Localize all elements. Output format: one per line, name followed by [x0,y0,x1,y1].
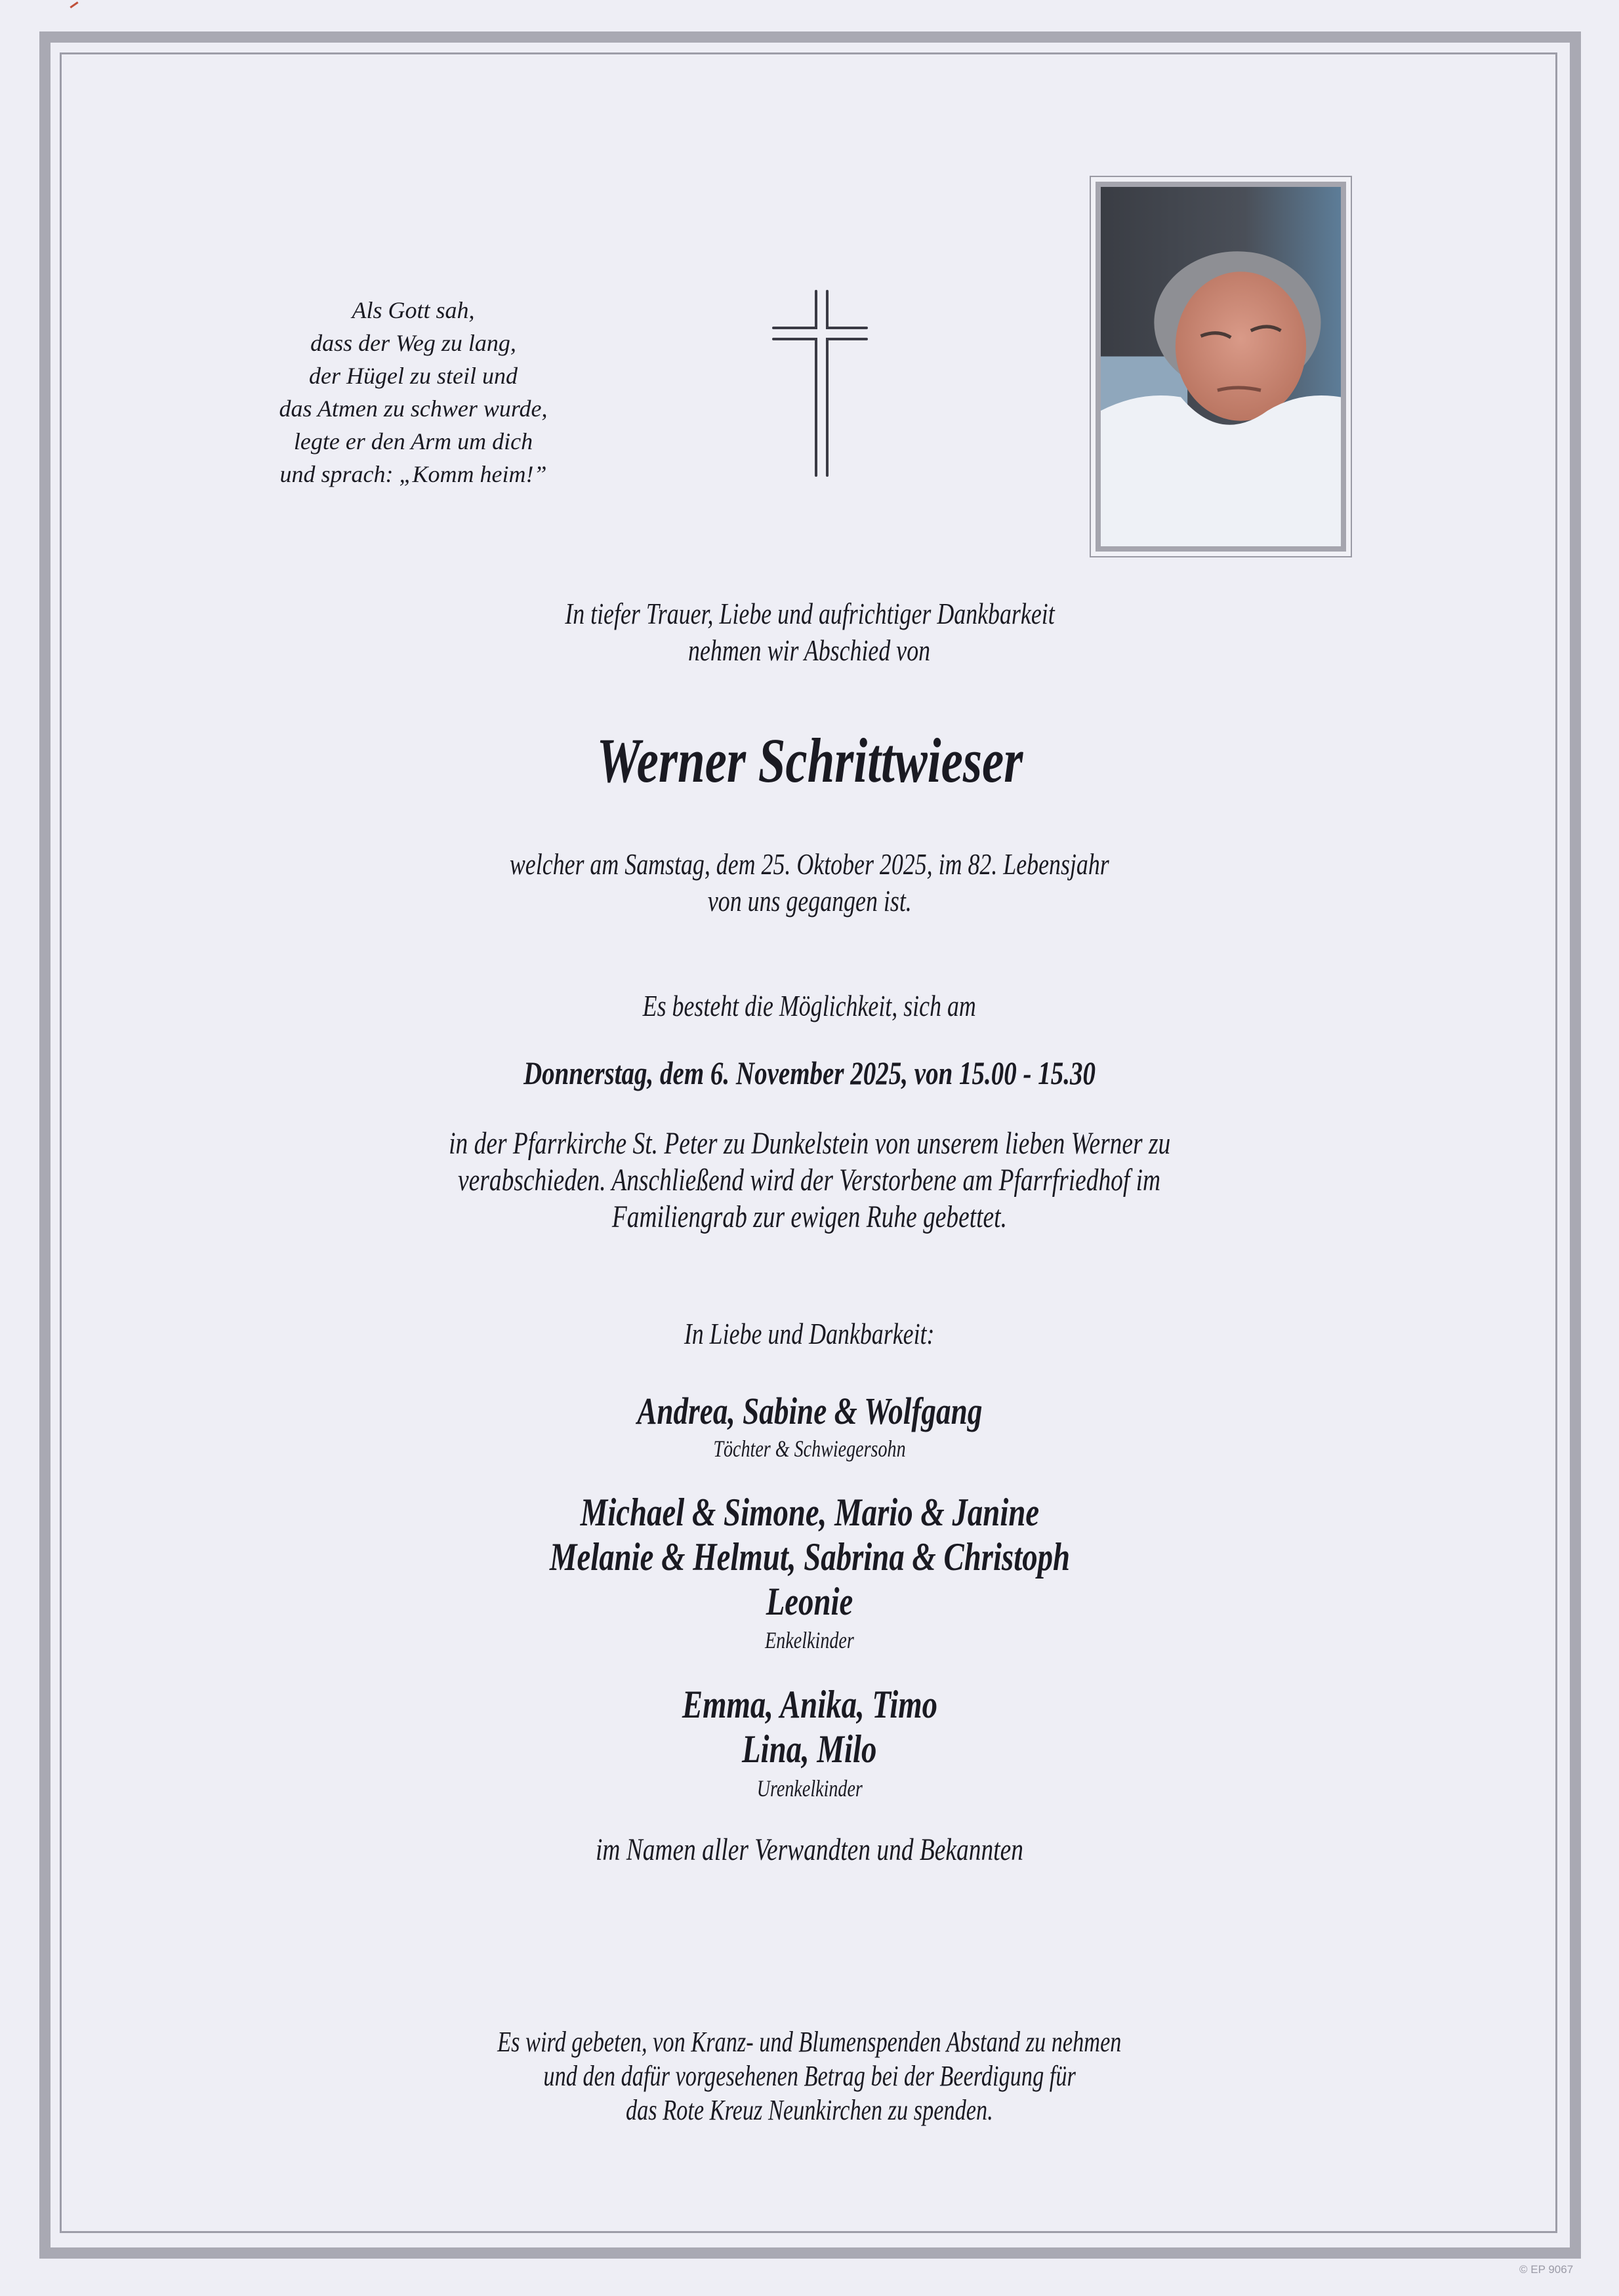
portrait-image [1101,187,1341,546]
request-line: und den dafür vorgesehenen Betrag bei der Beerdigung für [543,2060,1076,2092]
portrait-frame [1096,182,1346,552]
deceased-name-text: Werner Schrittwieser [596,725,1023,796]
mourner-names: Lina, Milo [742,1727,877,1771]
death-text [0,846,1619,919]
mourner-names: Andrea, Sabine & Wolfgang [636,1390,983,1432]
love-heading [0,1316,1619,1352]
poem-line: und sprach: „Komm heim!” [279,461,547,487]
poem-line: dass der Weg zu lang, [310,330,516,356]
mourner-group-grandchildren [0,1490,1619,1624]
mourner-relation-text: Urenkelkinder [756,1775,863,1802]
request-line: Es wird gebeten, von Kranz- und Blumenspenden Abstand zu nehmen [497,2026,1122,2058]
mourner-relation-text: Töchter & Schwiegersohn [713,1436,906,1462]
mourner-group-great-grandchildren [0,1682,1619,1771]
deceased-name [0,725,1619,797]
mourner-names: Leonie [766,1580,853,1623]
love-heading-text: In Liebe und Dankbarkeit: [684,1317,935,1350]
farewell-date [0,1053,1619,1093]
cross-icon [771,289,869,479]
death-line: welcher am Samstag, dem 25. Oktober 2025, im 82. Lebensjahr [510,847,1109,881]
church-line: in der Pfarrkirche St. Peter zu Dunkelstein von unserem lieben Werner zu [448,1126,1171,1161]
copyright-text: © EP 9067 [1519,2263,1574,2276]
portrait-photo [1090,176,1352,557]
church-line: Familiengrab zur ewigen Ruhe gebettet. [611,1199,1008,1234]
mourner-relation [0,1775,1619,1802]
church-line: verabschieden. Anschließend wird der Verstorbene am Pfarrfriedhof im [458,1163,1161,1198]
church-text [0,1125,1619,1236]
mourner-relation [0,1435,1619,1462]
mourner-names: Melanie & Helmut, Sabrina & Christoph [549,1535,1070,1579]
poem-line: Als Gott sah, [352,297,475,323]
intro-line: nehmen wir Abschied von [688,634,931,667]
mourner-names: Emma, Anika, Timo [682,1683,937,1726]
poem [216,294,610,491]
mourner-relation [0,1626,1619,1654]
poem-line: das Atmen zu schwer wurde, [279,395,548,422]
mourner-group-daughters [0,1389,1619,1434]
pen-mark [70,1,78,8]
intro-line: In tiefer Trauer, Liebe und aufrichtiger Dankbarkeit [564,597,1055,630]
poem-line: legte er den Arm um dich [293,428,533,454]
request-line: das Rote Kreuz Neunkirchen zu spenden. [626,2094,993,2126]
on-behalf-line: im Namen aller Verwandten und Bekannten [596,1832,1023,1867]
intro-text [0,595,1619,669]
on-behalf-text [0,1831,1619,1869]
farewell-date-text: Donnerstag, dem 6. November 2025, von 15.00 - 15.30 [523,1055,1096,1091]
possibility-text [0,988,1619,1024]
donation-request [0,2025,1619,2127]
poem-line: der Hügel zu steil und [309,363,518,389]
death-line: von uns gegangen ist. [707,884,912,917]
mourner-relation-text: Enkelkinder [765,1627,854,1653]
mourner-names: Michael & Simone, Mario & Janine [580,1491,1039,1534]
possibility-line: Es besteht die Möglichkeit, sich am [642,989,977,1022]
